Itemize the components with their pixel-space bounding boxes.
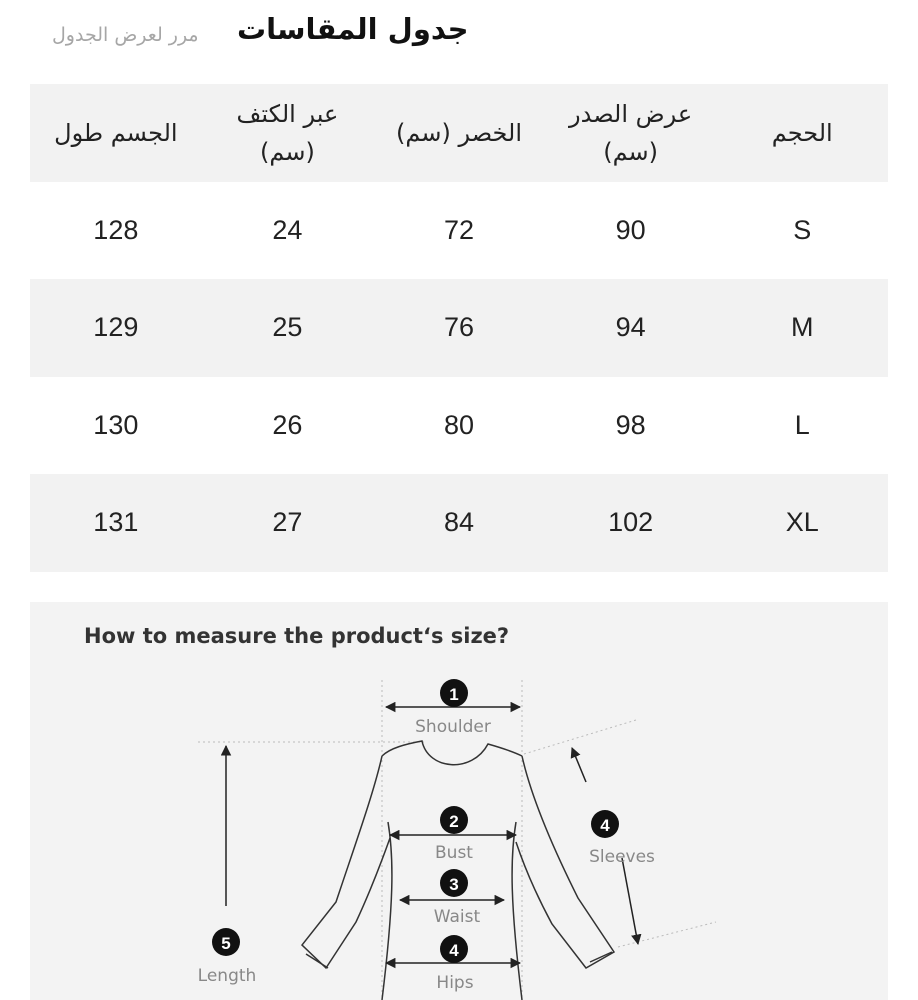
table-cell: 80	[444, 409, 475, 440]
table-cell: 72	[444, 214, 475, 245]
table-cell: 84	[444, 507, 475, 538]
table-cell: 129	[93, 312, 139, 343]
table-row	[30, 377, 888, 475]
length-number: 5	[221, 934, 231, 953]
table-cell: L	[794, 409, 810, 440]
measurement-guide	[30, 602, 888, 1000]
table-cell: 24	[272, 214, 303, 245]
waist-number: 3	[449, 875, 459, 894]
table-cell: 98	[615, 409, 646, 440]
sleeves-badge-icon	[591, 810, 619, 838]
measure-arrows	[226, 707, 638, 963]
shoulder-number: 1	[449, 685, 459, 704]
table-cell: 90	[615, 214, 646, 245]
table-cell: 27	[272, 507, 303, 538]
table-row	[30, 279, 888, 377]
hips-label: Hips	[436, 973, 474, 993]
length-label: Length	[197, 966, 257, 986]
table-header-row	[30, 84, 888, 182]
bust-badge-icon	[440, 806, 468, 834]
column-header-size: الحجم	[771, 118, 833, 147]
table-cell: 25	[272, 312, 303, 343]
guide-title: How to measure the product‘s size?	[84, 624, 510, 648]
table-cell: 131	[93, 507, 139, 538]
table-cell: XL	[785, 507, 819, 538]
table-cell: 94	[615, 312, 646, 343]
column-header-waist: الخصر (سم)	[396, 118, 522, 147]
garment-diagram	[30, 602, 888, 1000]
hips-badge-icon	[440, 935, 468, 963]
shoulder-label: Shoulder	[415, 717, 491, 737]
column-header-shoulder: عبر الكتف (سم)	[236, 99, 339, 166]
table-cell: 130	[93, 409, 139, 440]
hips-number: 4	[449, 941, 459, 960]
table-cell: 76	[444, 312, 475, 343]
waist-label: Waist	[433, 907, 481, 927]
scroll-hint: مرر لعرض الجدول	[52, 24, 199, 46]
bust-number: 2	[449, 812, 459, 831]
column-header-length: الجسم طول	[54, 118, 178, 147]
table-cell: 102	[608, 507, 654, 538]
table-row	[30, 474, 888, 572]
waist-badge-icon	[440, 869, 468, 897]
sleeves-number: 4	[600, 816, 610, 835]
bust-label: Bust	[435, 843, 473, 863]
size-table[interactable]	[30, 84, 888, 572]
column-header-bust: عرض الصدر (سم)	[569, 99, 693, 166]
table-cell: S	[793, 214, 812, 245]
table-cell: 128	[93, 214, 139, 245]
table-cell: M	[790, 312, 814, 343]
table-cell: 26	[272, 409, 303, 440]
shoulder-badge-icon	[440, 679, 468, 707]
length-badge-icon	[212, 928, 240, 956]
page-title: جدول المقاسات	[237, 12, 469, 46]
header	[52, 12, 469, 62]
table-row	[30, 182, 888, 280]
sleeves-label: Sleeves	[589, 847, 655, 867]
